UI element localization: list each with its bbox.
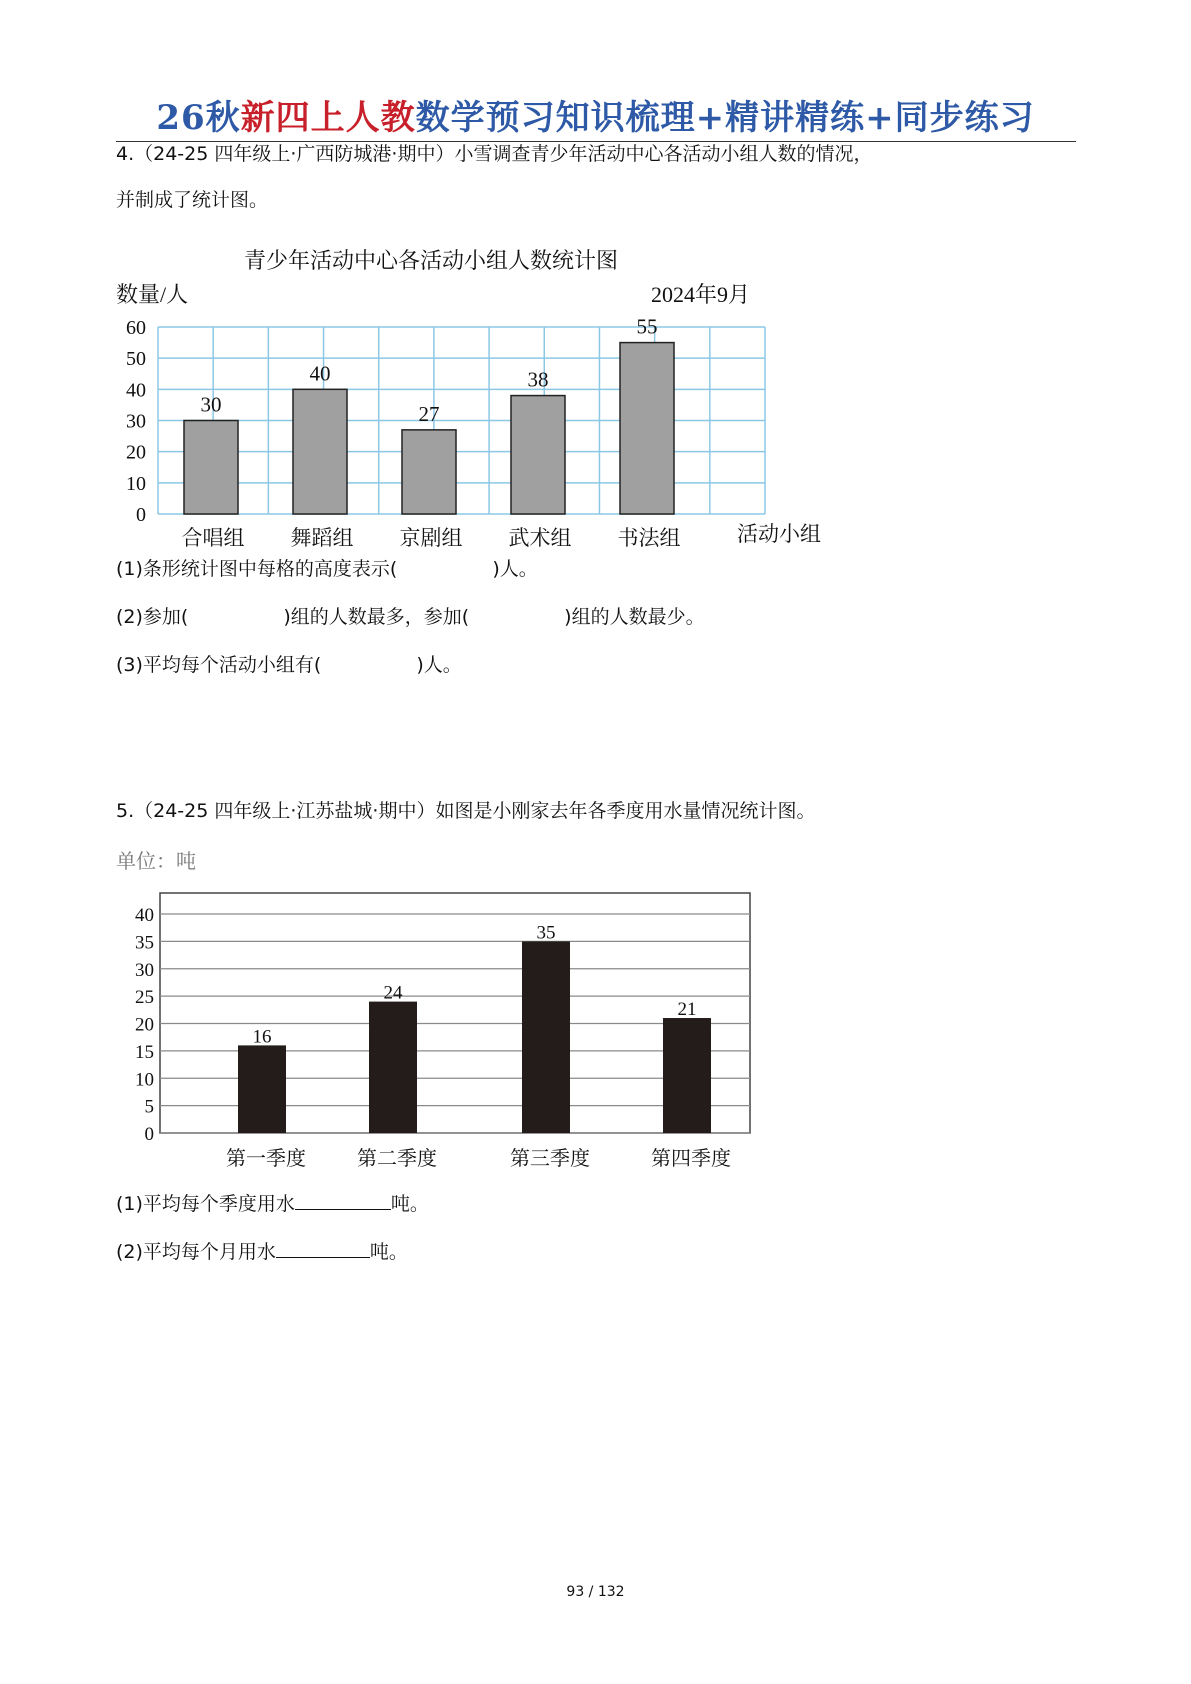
q4-sub-1-text-a: (1)条形统计图中每格的高度表示( <box>116 558 398 580</box>
y-tick-label: 60 <box>126 317 146 339</box>
y-tick-label: 40 <box>135 905 154 926</box>
x-tick-label: 武术组 <box>508 526 572 550</box>
y-tick-label: 20 <box>135 1014 154 1036</box>
x-tick-label: 第一季度 <box>226 1148 306 1170</box>
title-part-2: 新四上人教 <box>240 98 416 138</box>
data-label: 21 <box>677 999 697 1021</box>
date-note: 2024年9月 <box>650 282 750 307</box>
data-label: 30 <box>200 392 222 417</box>
unit-label: 单位：吨 <box>116 851 196 873</box>
bar <box>369 1002 417 1133</box>
y-tick-label: 10 <box>135 1069 154 1091</box>
q5-sub-2-blank[interactable] <box>276 1237 370 1258</box>
bar <box>522 941 570 1133</box>
bar <box>663 1018 711 1133</box>
y-tick-label: 40 <box>126 379 146 402</box>
q4-line-1: 4.（24-25 四年级上·广西防城港·期中）小雪调查青少年活动中心各活动小组人数的情况， <box>116 143 873 165</box>
q5-sub-1-text-b: 吨。 <box>390 1193 429 1215</box>
data-label: 16 <box>252 1026 272 1048</box>
q5-sub-2-text-b: 吨。 <box>369 1241 408 1263</box>
x-tick-label: 京剧组 <box>399 526 463 550</box>
y-tick-label: 50 <box>126 348 146 371</box>
x-tick-label: 舞蹈组 <box>290 526 354 550</box>
y-tick-label: 15 <box>135 1041 154 1063</box>
bar <box>238 1045 286 1133</box>
chart-title: 青少年活动中心各活动小组人数统计图 <box>243 248 619 273</box>
y-tick-label: 25 <box>135 987 154 1009</box>
data-label: 40 <box>309 361 331 386</box>
q4-sub-3-text-a: (3)平均每个活动小组有( <box>116 654 322 676</box>
q5-sub-1 <box>116 1189 429 1218</box>
q4-sub-1-text-b: )人。 <box>492 558 538 580</box>
data-label: 35 <box>536 922 556 944</box>
y-tick-label: 5 <box>144 1096 154 1118</box>
y-tick-label: 30 <box>126 410 146 433</box>
y-tick-label: 30 <box>135 959 154 981</box>
page-number: 93 / 132 <box>566 1584 625 1600</box>
title-part-1: 26秋 <box>156 98 241 138</box>
y-tick-label: 0 <box>144 1124 154 1145</box>
y-tick-label: 10 <box>126 472 146 495</box>
y-tick-label: 0 <box>136 504 146 526</box>
data-label: 38 <box>527 367 549 392</box>
q5-sub-2-text-a: (2)平均每个月用水 <box>116 1241 276 1263</box>
data-label: 27 <box>418 401 440 426</box>
title-part-3: 数学预习知识梳理+精讲精练+同步练习 <box>415 98 1035 138</box>
y-axis-label: 数量/人 <box>116 282 189 307</box>
x-tick-label: 书法组 <box>617 526 681 550</box>
y-tick-label: 35 <box>135 932 154 954</box>
q4-sub-2-text-b: )组的人数最多，参加( <box>283 606 470 628</box>
data-label: 55 <box>636 314 658 339</box>
q4-line-2: 并制成了统计图。 <box>116 189 269 211</box>
y-tick-label: 20 <box>126 441 146 464</box>
q4-sub-2-text-a: (2)参加( <box>116 606 189 628</box>
x-tick-label: 第四季度 <box>651 1148 731 1170</box>
q5-line-1: 5.（24-25 四年级上·江苏盐城·期中）如图是小刚家去年各季度用水量情况统计图。 <box>116 800 816 822</box>
x-tick-label: 第三季度 <box>510 1148 590 1170</box>
x-axis-label: 活动小组 <box>737 522 821 546</box>
x-tick-label: 合唱组 <box>181 526 245 550</box>
q4-sub-3-text-b: )人。 <box>416 654 462 676</box>
q4-sub-2-text-c: )组的人数最少。 <box>564 606 705 628</box>
q5-sub-2 <box>116 1237 408 1266</box>
q5-sub-1-text-a: (1)平均每个季度用水 <box>116 1193 295 1215</box>
x-tick-label: 第二季度 <box>357 1148 437 1170</box>
data-label: 24 <box>383 982 403 1004</box>
q5-sub-1-blank[interactable] <box>295 1189 391 1210</box>
